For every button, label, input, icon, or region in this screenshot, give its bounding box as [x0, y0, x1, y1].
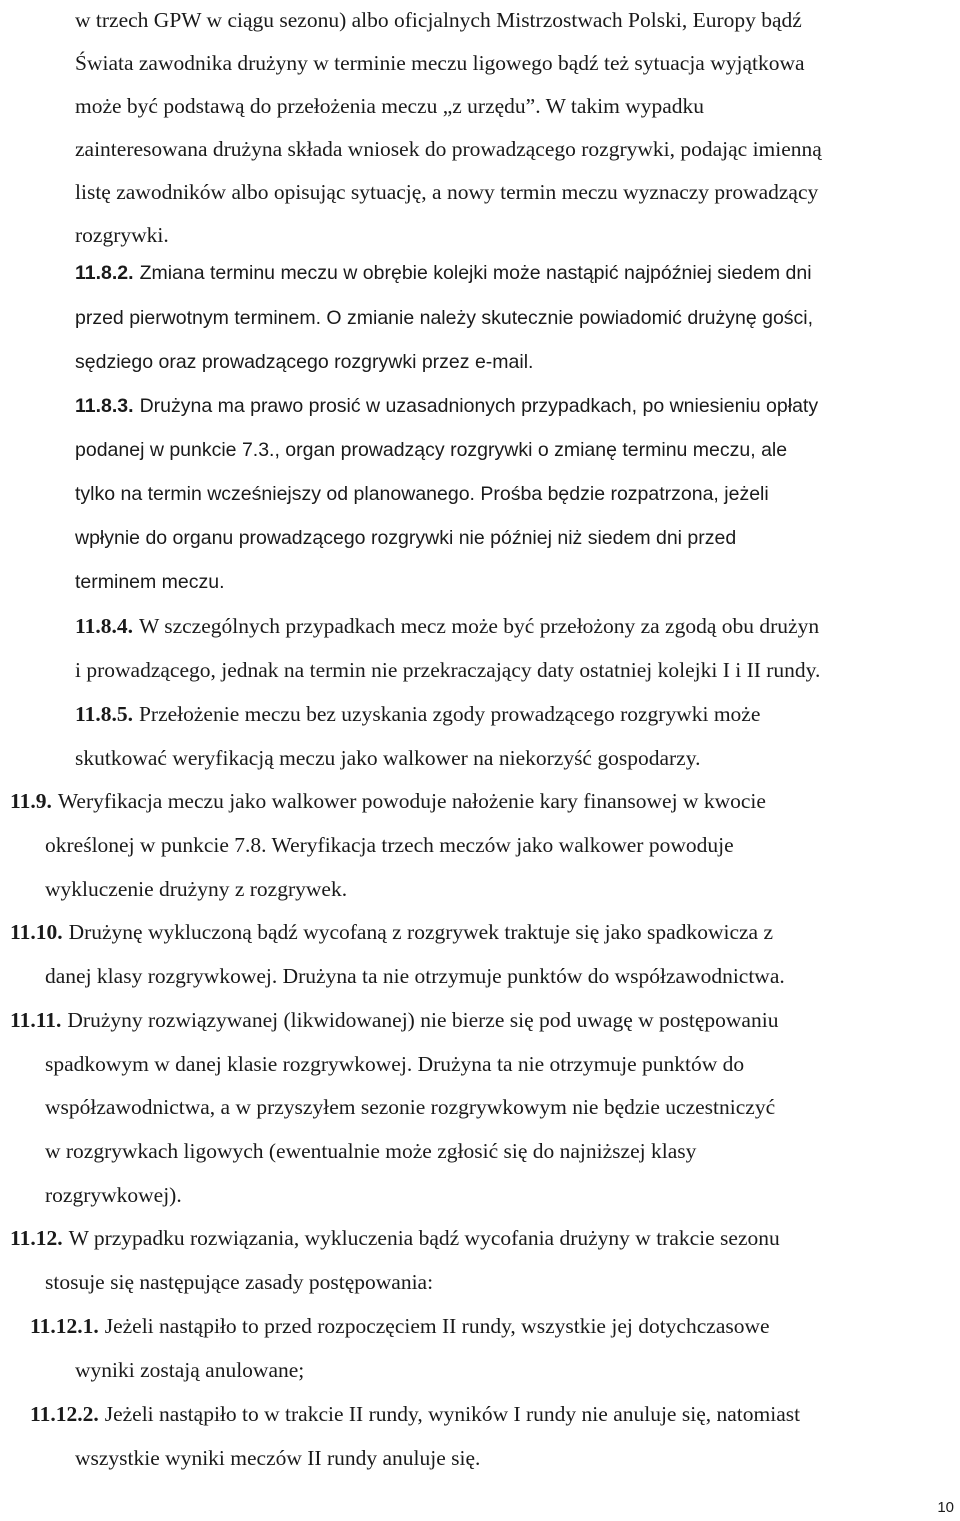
section-11-9: [10, 791, 766, 813]
text-line: współzawodnictwa, a w przyszyłem sezonie rozgrywkowym nie będzie uczestniczyć: [45, 1095, 776, 1119]
text-line: rozgrywki.: [75, 223, 169, 247]
section-number: 11.12.1.: [30, 1314, 99, 1338]
text-line: wszystkie wyniki meczów II rundy anuluje się.: [75, 1446, 481, 1470]
section-11-8-3: [75, 397, 818, 417]
section-text: Weryfikacja meczu jako walkower powoduje nałożenie kary finansowej w kwocie: [57, 789, 766, 813]
text-line: przed pierwotnym terminem. O zmianie należy skutecznie powiadomić drużynę gości,: [75, 307, 814, 329]
text-line: skutkować weryfikacją meczu jako walkower na niekorzyść gospodarzy.: [75, 746, 701, 770]
text-line: wyniki zostają anulowane;: [75, 1358, 305, 1382]
section-number: 11.11.: [10, 1008, 62, 1032]
section-text: Jeżeli nastąpiło to przed rozpoczęciem II rundy, wszystkie jej dotychczasowe: [104, 1314, 770, 1338]
text-line: może być podstawą do przełożenia meczu „z urzędu”. W takim wypadku: [75, 94, 705, 118]
section-text: Drużynę wykluczoną bądź wycofaną z rozgrywek traktuje się jako spadkowicza z: [68, 920, 773, 944]
section-11-11: [10, 1010, 778, 1032]
text-line: wpłynie do organu prowadzącego rozgrywki nie później niż siedem dni przed: [75, 527, 737, 549]
section-number: 11.9.: [10, 789, 52, 813]
text-line: określonej w punkcie 7.8. Weryfikacja trzech meczów jako walkower powoduje: [45, 833, 734, 857]
section-number: 11.8.2.: [75, 262, 134, 284]
section-text: Drużyna ma prawo prosić w uzasadnionych przypadkach, po wniesieniu opłaty: [139, 395, 819, 417]
text-line: terminem meczu.: [75, 571, 225, 593]
text-line: listę zawodników albo opisując sytuację, a nowy termin meczu wyznaczy prowadzący: [75, 180, 819, 204]
text-line: w rozgrywkach ligowych (ewentualnie może zgłosić się do najniższej klasy: [45, 1139, 697, 1163]
section-text: W szczególnych przypadkach mecz może być przełożony za zgodą obu drużyn: [138, 614, 820, 638]
section-text: Drużyny rozwiązywanej (likwidowanej) nie bierze się pod uwagę w postępowaniu: [67, 1008, 779, 1032]
section-number: 11.12.2.: [30, 1402, 99, 1426]
section-text: W przypadku rozwiązania, wykluczenia bądź wycofania drużyny w trakcie sezonu: [68, 1226, 780, 1250]
section-text: Przełożenie meczu bez uzyskania zgody prowadzącego rozgrywki może: [138, 702, 761, 726]
section-11-8-4: [75, 616, 819, 638]
text-line: podanej w punkcie 7.3., organ prowadzący rozgrywki o zmianę terminu meczu, ale: [75, 439, 788, 461]
section-11-8-2: [75, 264, 812, 284]
section-number: 11.8.5.: [75, 702, 133, 726]
text-line: Świata zawodnika drużyny w terminie meczu ligowego bądź też sytuacja wyjątkowa: [75, 51, 805, 75]
text-line: zainteresowana drużyna składa wniosek do prowadzącego rozgrywki, podając imienną: [75, 137, 822, 161]
section-11-12: [10, 1228, 780, 1250]
text-line: i prowadzącego, jednak na termin nie przekraczający daty ostatniej kolejki I i II rundy.: [75, 658, 821, 682]
text-line: w trzech GPW w ciągu sezonu) albo oficjalnych Mistrzostwach Polski, Europy bądź: [75, 8, 802, 32]
page-number: 10: [937, 1499, 954, 1516]
section-11-12-1: [30, 1316, 770, 1338]
section-11-8-5: [75, 704, 760, 726]
section-number: 11.10.: [10, 920, 63, 944]
section-11-12-2: [30, 1404, 800, 1426]
section-11-10: [10, 922, 773, 944]
text-line: tylko na termin wcześniejszy od planowanego. Prośba będzie rozpatrzona, jeżeli: [75, 483, 769, 505]
section-number: 11.8.3.: [75, 395, 134, 417]
text-line: spadkowym w danej klasie rozgrywkowej. Drużyna ta nie otrzymuje punktów do: [45, 1052, 745, 1076]
text-line: stosuje się następujące zasady postępowania:: [45, 1270, 434, 1294]
section-number: 11.12.: [10, 1226, 63, 1250]
section-text: Zmiana terminu meczu w obrębie kolejki może nastąpić najpóźniej siedem dni: [139, 262, 812, 284]
text-line: danej klasy rozgrywkowej. Drużyna ta nie otrzymuje punktów do współzawodnictwa.: [45, 964, 785, 988]
section-number: 11.8.4.: [75, 614, 133, 638]
section-text: Jeżeli nastąpiło to w trakcie II rundy, wyników I rundy nie anuluje się, natomiast: [104, 1402, 801, 1426]
text-line: wykluczenie drużyny z rozgrywek.: [45, 877, 348, 901]
text-line: sędziego oraz prowadzącego rozgrywki przez e-mail.: [75, 351, 534, 373]
text-line: rozgrywkowej).: [45, 1183, 182, 1207]
